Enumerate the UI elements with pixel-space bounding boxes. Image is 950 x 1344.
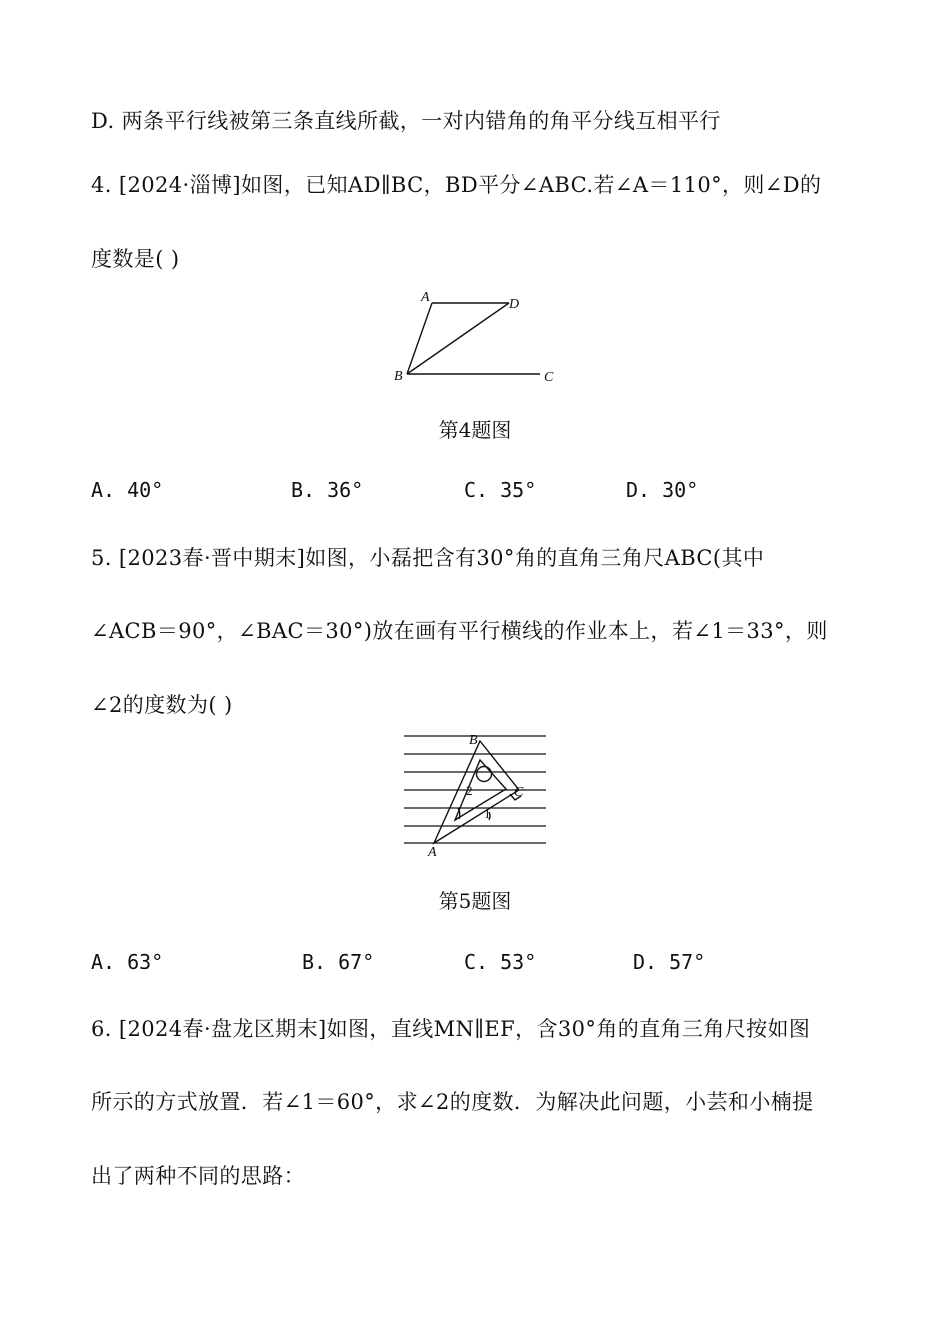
q4-option-c: C. 35° xyxy=(464,478,537,502)
q5-option-c: C. 53° xyxy=(464,950,537,974)
label-b: B xyxy=(469,733,478,748)
figure-q5 xyxy=(400,730,550,860)
label-d: D xyxy=(509,297,520,312)
label-angle-2: 2 xyxy=(466,783,473,798)
figure-q5-caption: 第5题图 xyxy=(438,889,512,913)
label-a: A xyxy=(428,845,437,860)
q5-option-d: D. 57° xyxy=(633,950,706,974)
question-6-text: 6. [2024春·盘龙区期末]如图，直线MN∥EF，含30°角的直角三角尺按如图 xyxy=(91,1017,811,1041)
q4-option-b: B. 36° xyxy=(291,478,364,502)
q5-option-a: A. 63° xyxy=(91,950,164,974)
question-5-text: 5. [2023春·晋中期末]如图，小磊把含有30°角的直角三角尺ABC(其中 xyxy=(91,546,765,570)
question-6-text-cont2: 出了两种不同的思路： xyxy=(91,1164,305,1188)
segment-bd xyxy=(407,303,509,374)
option-d-text-q3: D. 两条平行线被第三条直线所截，一对内错角的角平分线互相平行 xyxy=(91,109,721,133)
label-b: B xyxy=(394,369,403,384)
figure-q4-caption: 第4题图 xyxy=(438,418,512,442)
figure-q4 xyxy=(385,283,565,388)
label-angle-1: 1 xyxy=(484,806,491,821)
triangle-ruler xyxy=(434,741,521,843)
question-6-text-cont: 所示的方式放置．若∠1＝60°，求∠2的度数．为解决此问题，小芸和小楠提 xyxy=(91,1090,814,1114)
question-5-text-cont: ∠ACB＝90°，∠BAC＝30°)放在画有平行横线的作业本上，若∠1＝33°，则 xyxy=(91,619,828,643)
label-a: A xyxy=(421,290,430,305)
q5-option-b: B. 67° xyxy=(302,950,375,974)
question-5-text-cont2: ∠2的度数为( ) xyxy=(91,693,233,717)
question-4-text: 4. [2024·淄博]如图，已知AD∥BC，BD平分∠ABC.若∠A＝110°，则∠D的 xyxy=(91,173,822,197)
label-c: C xyxy=(514,785,524,800)
label-c: C xyxy=(544,370,554,385)
segment-ab xyxy=(407,303,432,374)
q4-option-d: D. 30° xyxy=(626,478,699,502)
q4-option-a: A. 40° xyxy=(91,478,164,502)
question-4-text-cont: 度数是( ) xyxy=(91,247,180,271)
